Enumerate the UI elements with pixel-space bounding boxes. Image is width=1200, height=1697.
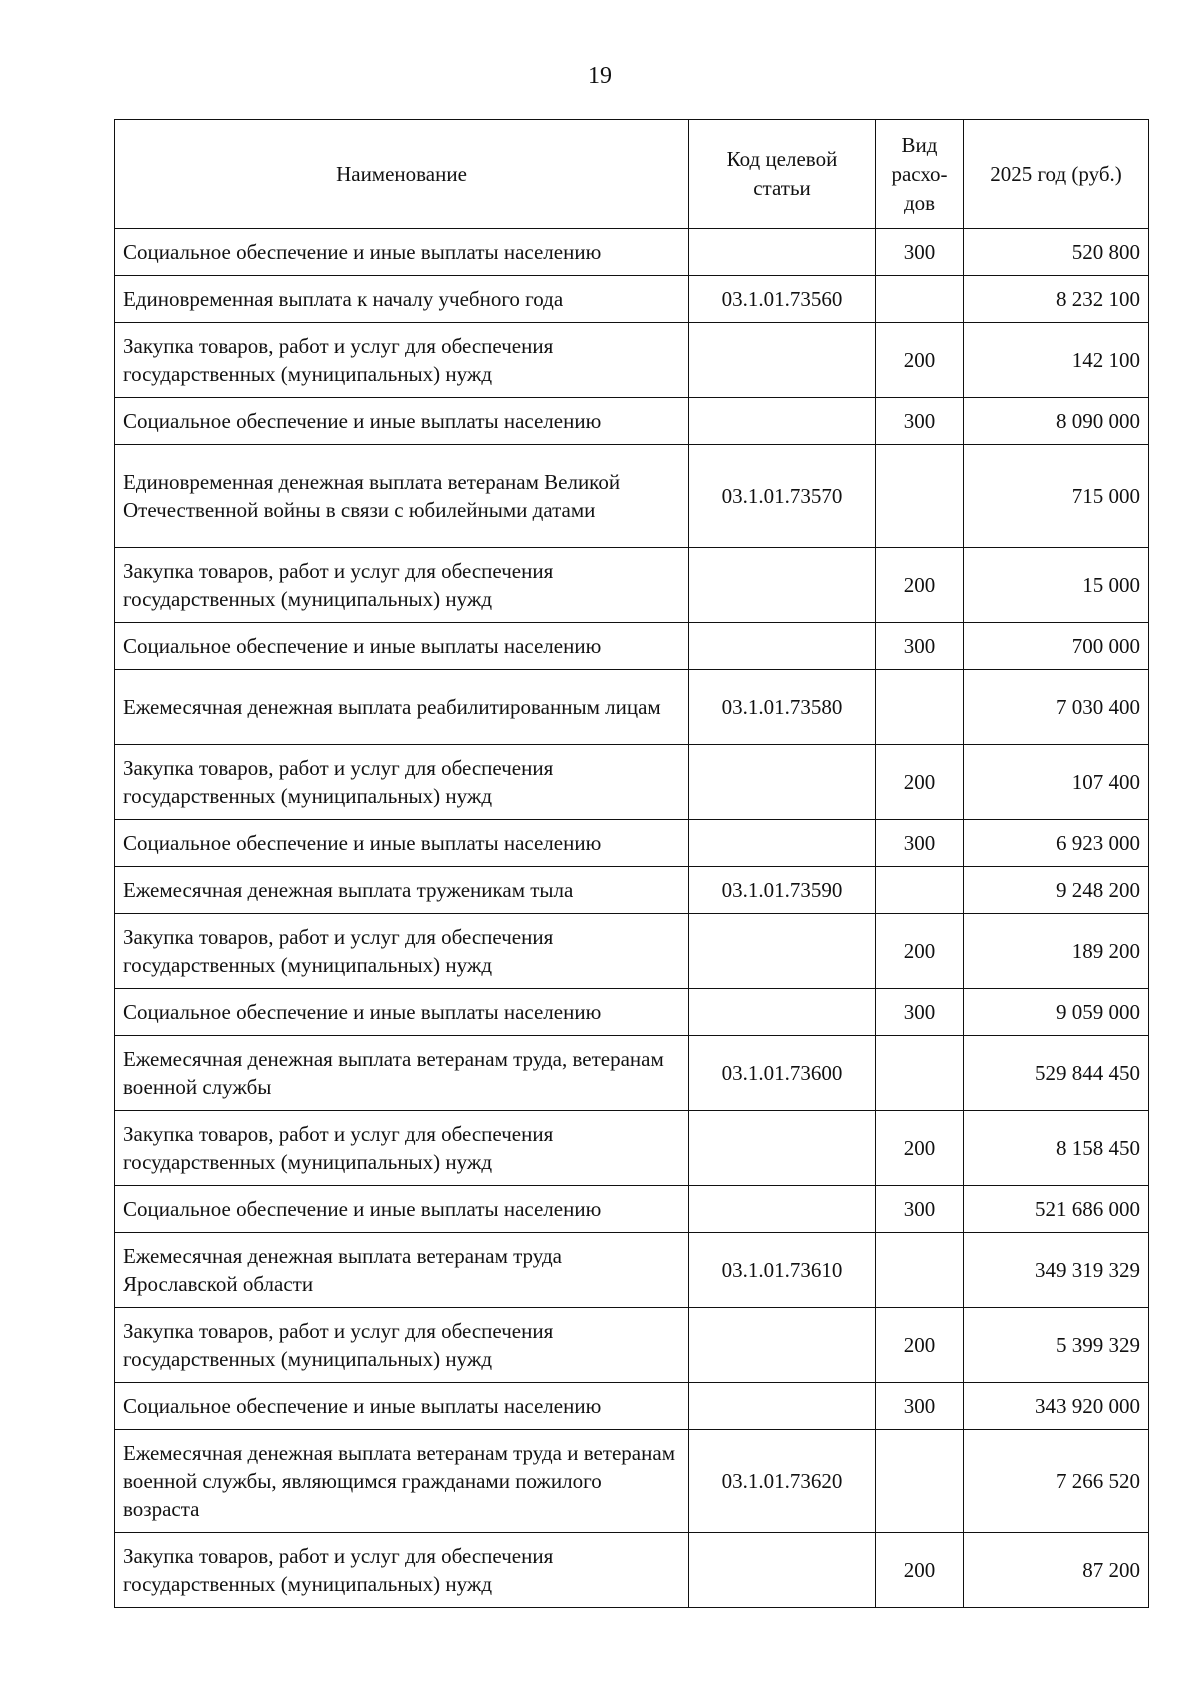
cell-code (689, 323, 876, 398)
cell-name: Социальное обеспечение и иные выплаты населению (115, 398, 689, 445)
table-row (115, 914, 1149, 989)
cell-type (876, 1430, 964, 1533)
table-row (115, 989, 1149, 1036)
table-row (115, 745, 1149, 820)
cell-name: Закупка товаров, работ и услуг для обеспечения государственных (муниципальных) нужд (115, 1111, 689, 1186)
cell-code (689, 1308, 876, 1383)
cell-code: 03.1.01.73610 (689, 1233, 876, 1308)
cell-code (689, 398, 876, 445)
cell-type (876, 670, 964, 745)
cell-code (689, 1533, 876, 1608)
cell-name: Ежемесячная денежная выплата реабилитированным лицам (115, 670, 689, 745)
cell-name: Социальное обеспечение и иные выплаты населению (115, 623, 689, 670)
cell-type: 300 (876, 398, 964, 445)
cell-amount: 87 200 (964, 1533, 1149, 1608)
cell-name: Социальное обеспечение и иные выплаты населению (115, 1383, 689, 1430)
cell-code: 03.1.01.73570 (689, 445, 876, 548)
cell-amount: 715 000 (964, 445, 1149, 548)
budget-table (114, 119, 1149, 1608)
cell-amount: 521 686 000 (964, 1186, 1149, 1233)
cell-type: 200 (876, 1533, 964, 1608)
table-row (115, 1308, 1149, 1383)
cell-code (689, 1111, 876, 1186)
cell-code (689, 1383, 876, 1430)
table-row (115, 1430, 1149, 1533)
table-row (115, 1233, 1149, 1308)
table-row (115, 820, 1149, 867)
cell-name: Единовременная денежная выплата ветеранам Великой Отечественной войны в связи с юбилейными датами (115, 445, 689, 548)
cell-code: 03.1.01.73600 (689, 1036, 876, 1111)
cell-amount: 9 248 200 (964, 867, 1149, 914)
table-row (115, 229, 1149, 276)
cell-code (689, 1186, 876, 1233)
cell-name: Закупка товаров, работ и услуг для обеспечения государственных (муниципальных) нужд (115, 548, 689, 623)
cell-type (876, 1233, 964, 1308)
cell-amount: 189 200 (964, 914, 1149, 989)
cell-code (689, 229, 876, 276)
cell-code (689, 548, 876, 623)
cell-type: 200 (876, 1111, 964, 1186)
cell-code (689, 623, 876, 670)
cell-amount: 343 920 000 (964, 1383, 1149, 1430)
header-amount: 2025 год (руб.) (964, 120, 1149, 229)
cell-code (689, 989, 876, 1036)
header-name: Наименование (115, 120, 689, 229)
table-row (115, 1036, 1149, 1111)
cell-name: Социальное обеспечение и иные выплаты населению (115, 229, 689, 276)
cell-name: Ежемесячная денежная выплата ветеранам труда, ветеранам военной службы (115, 1036, 689, 1111)
cell-type: 200 (876, 548, 964, 623)
table-row (115, 445, 1149, 548)
cell-name: Закупка товаров, работ и услуг для обеспечения государственных (муниципальных) нужд (115, 323, 689, 398)
cell-amount: 6 923 000 (964, 820, 1149, 867)
cell-name: Закупка товаров, работ и услуг для обеспечения государственных (муниципальных) нужд (115, 914, 689, 989)
cell-type (876, 445, 964, 548)
table-row (115, 867, 1149, 914)
cell-name: Ежемесячная денежная выплата ветеранам труда и ветеранам военной службы, являющимся гражданами пожилого возраста (115, 1430, 689, 1533)
cell-name: Ежемесячная денежная выплата труженикам тыла (115, 867, 689, 914)
cell-type: 300 (876, 1186, 964, 1233)
cell-amount: 142 100 (964, 323, 1149, 398)
cell-code (689, 820, 876, 867)
table-row (115, 1186, 1149, 1233)
cell-name: Закупка товаров, работ и услуг для обеспечения государственных (муниципальных) нужд (115, 745, 689, 820)
cell-type (876, 276, 964, 323)
page-number: 19 (588, 63, 612, 89)
cell-name: Единовременная выплата к началу учебного года (115, 276, 689, 323)
cell-type: 200 (876, 1308, 964, 1383)
cell-amount: 7 266 520 (964, 1430, 1149, 1533)
cell-amount: 700 000 (964, 623, 1149, 670)
cell-code: 03.1.01.73620 (689, 1430, 876, 1533)
table-header-row (115, 120, 1149, 229)
table-row (115, 1383, 1149, 1430)
table-row (115, 1111, 1149, 1186)
cell-type: 300 (876, 989, 964, 1036)
cell-type: 300 (876, 229, 964, 276)
cell-code (689, 745, 876, 820)
cell-amount: 7 030 400 (964, 670, 1149, 745)
cell-name: Закупка товаров, работ и услуг для обеспечения государственных (муниципальных) нужд (115, 1533, 689, 1608)
cell-type: 300 (876, 820, 964, 867)
cell-type: 200 (876, 914, 964, 989)
cell-name: Социальное обеспечение и иные выплаты населению (115, 820, 689, 867)
cell-name: Ежемесячная денежная выплата ветеранам труда Ярославской области (115, 1233, 689, 1308)
table-row (115, 276, 1149, 323)
cell-name: Социальное обеспечение и иные выплаты населению (115, 1186, 689, 1233)
cell-type: 200 (876, 745, 964, 820)
cell-amount: 520 800 (964, 229, 1149, 276)
cell-name: Социальное обеспечение и иные выплаты населению (115, 989, 689, 1036)
cell-amount: 349 319 329 (964, 1233, 1149, 1308)
cell-code: 03.1.01.73560 (689, 276, 876, 323)
cell-code (689, 914, 876, 989)
table-row (115, 548, 1149, 623)
cell-amount: 8 090 000 (964, 398, 1149, 445)
cell-type: 200 (876, 323, 964, 398)
cell-type: 300 (876, 1383, 964, 1430)
header-type: Вид расхо-дов (876, 120, 964, 229)
cell-amount: 15 000 (964, 548, 1149, 623)
table-row (115, 1533, 1149, 1608)
cell-type (876, 867, 964, 914)
table-row (115, 323, 1149, 398)
cell-amount: 8 158 450 (964, 1111, 1149, 1186)
cell-code: 03.1.01.73580 (689, 670, 876, 745)
cell-amount: 5 399 329 (964, 1308, 1149, 1383)
table-row (115, 670, 1149, 745)
cell-type (876, 1036, 964, 1111)
cell-type: 300 (876, 623, 964, 670)
cell-code: 03.1.01.73590 (689, 867, 876, 914)
cell-amount: 8 232 100 (964, 276, 1149, 323)
cell-name: Закупка товаров, работ и услуг для обеспечения государственных (муниципальных) нужд (115, 1308, 689, 1383)
table-row (115, 398, 1149, 445)
table-row (115, 623, 1149, 670)
cell-amount: 529 844 450 (964, 1036, 1149, 1111)
cell-amount: 107 400 (964, 745, 1149, 820)
cell-amount: 9 059 000 (964, 989, 1149, 1036)
header-code: Код целевой статьи (689, 120, 876, 229)
